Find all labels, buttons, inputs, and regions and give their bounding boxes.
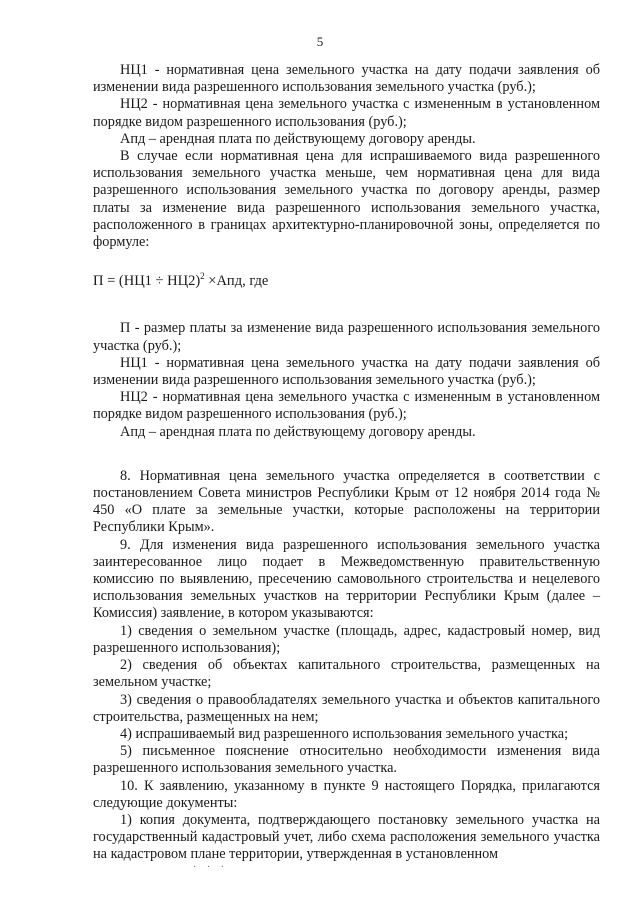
paragraph-item-9-2: 2) сведения об объектах капитального строительства, размещенных на земельном участке; bbox=[93, 657, 600, 691]
document-body bbox=[93, 62, 600, 864]
spacer bbox=[93, 441, 600, 468]
formula-main: П = (НЦ1 ÷ НЦ2) bbox=[93, 273, 201, 290]
paragraph-item-9-3: 3) сведения о правообладателях земельного участка и объектов капитального строительства, размещенных на нем; bbox=[93, 691, 600, 725]
paragraph-item-10: 10. К заявлению, указанному в пункте 9 настоящего Порядка, прилагаются следующие документы: bbox=[93, 777, 600, 811]
spacer bbox=[93, 251, 600, 273]
paragraph-nc2-definition: НЦ2 - нормативная цена земельного участка с измененным в установленном порядке видом разрешенного использования (руб.); bbox=[93, 96, 600, 130]
paragraph-item-9-1: 1) сведения о земельном участке (площадь, адрес, кадастровый номер, вид разрешенного использования); bbox=[93, 622, 600, 656]
paragraph-item-8: 8. Нормативная цена земельного участка определяется в соответствии с постановлением Совета министров Республики Крым от 12 ноября 2014 года № 450 «О плате за земельные участки, которые расположены на территории Республики Крым». bbox=[93, 467, 600, 536]
paragraph-nc1-definition: НЦ1 - нормативная цена земельного участка на дату подачи заявления об изменении вида разрешенного использования земельного участка (руб.); bbox=[93, 62, 600, 96]
paragraph-item-10-1: 1) копия документа, подтверждающего постановку земельного участка на государственный кадастровый учет, либо схема расположения земельного участка на кадастровом плане территории, утвержденная в установленном bbox=[93, 811, 600, 863]
formula bbox=[93, 273, 600, 290]
scan-specks: · · · bbox=[193, 862, 228, 873]
page-number: 5 bbox=[316, 34, 324, 49]
spacer bbox=[93, 290, 600, 320]
paragraph-apd-definition-2: Апд – арендная плата по действующему договору аренды. bbox=[120, 423, 476, 440]
paragraph-item-9-4: 4) испрашиваемый вид разрешенного использования земельного участка; bbox=[120, 725, 569, 742]
formula-tail: ×Апд, где bbox=[204, 273, 269, 290]
paragraph-nc2-definition-2: НЦ2 - нормативная цена земельного участка с измененным в установленном порядке видом разрешенного использования (руб.); bbox=[93, 389, 600, 423]
paragraph-apd-definition: Апд – арендная плата по действующему договору аренды. bbox=[120, 130, 476, 147]
formula-exponent: 2 bbox=[200, 271, 205, 282]
paragraph-item-9: 9. Для изменения вида разрешенного использования земельного участка заинтересованное лицо подает в Межведомственную правительственную комиссию по выявлению, пресечению самовольного строительства и нецелевого использования земельных участков на территории Республики Крым (далее – Комиссия) заявление, в котором указываются: bbox=[93, 536, 600, 622]
paragraph-nc1-definition-2: НЦ1 - нормативная цена земельного участка на дату подачи заявления об изменении вида разрешенного использования земельного участка (руб.); bbox=[93, 354, 600, 389]
paragraph-case-condition: В случае если нормативная цена для испрашиваемого вида разрешенного использования земельного участка меньше, чем нормативная цена для вида разрешенного использования земельного участка по договору аренды, размер платы за изменение вида разрешенного использования земельного участка, расположенного в границах архитектурно-планировочной зоны, определяется по формуле: bbox=[93, 148, 600, 251]
paragraph-p-definition: П - размер платы за изменение вида разрешенного использования земельного участка (руб.); bbox=[93, 320, 600, 354]
paragraph-item-9-5: 5) письменное пояснение относительно необходимости изменения вида разрешенного использования земельного участка. bbox=[93, 743, 600, 777]
